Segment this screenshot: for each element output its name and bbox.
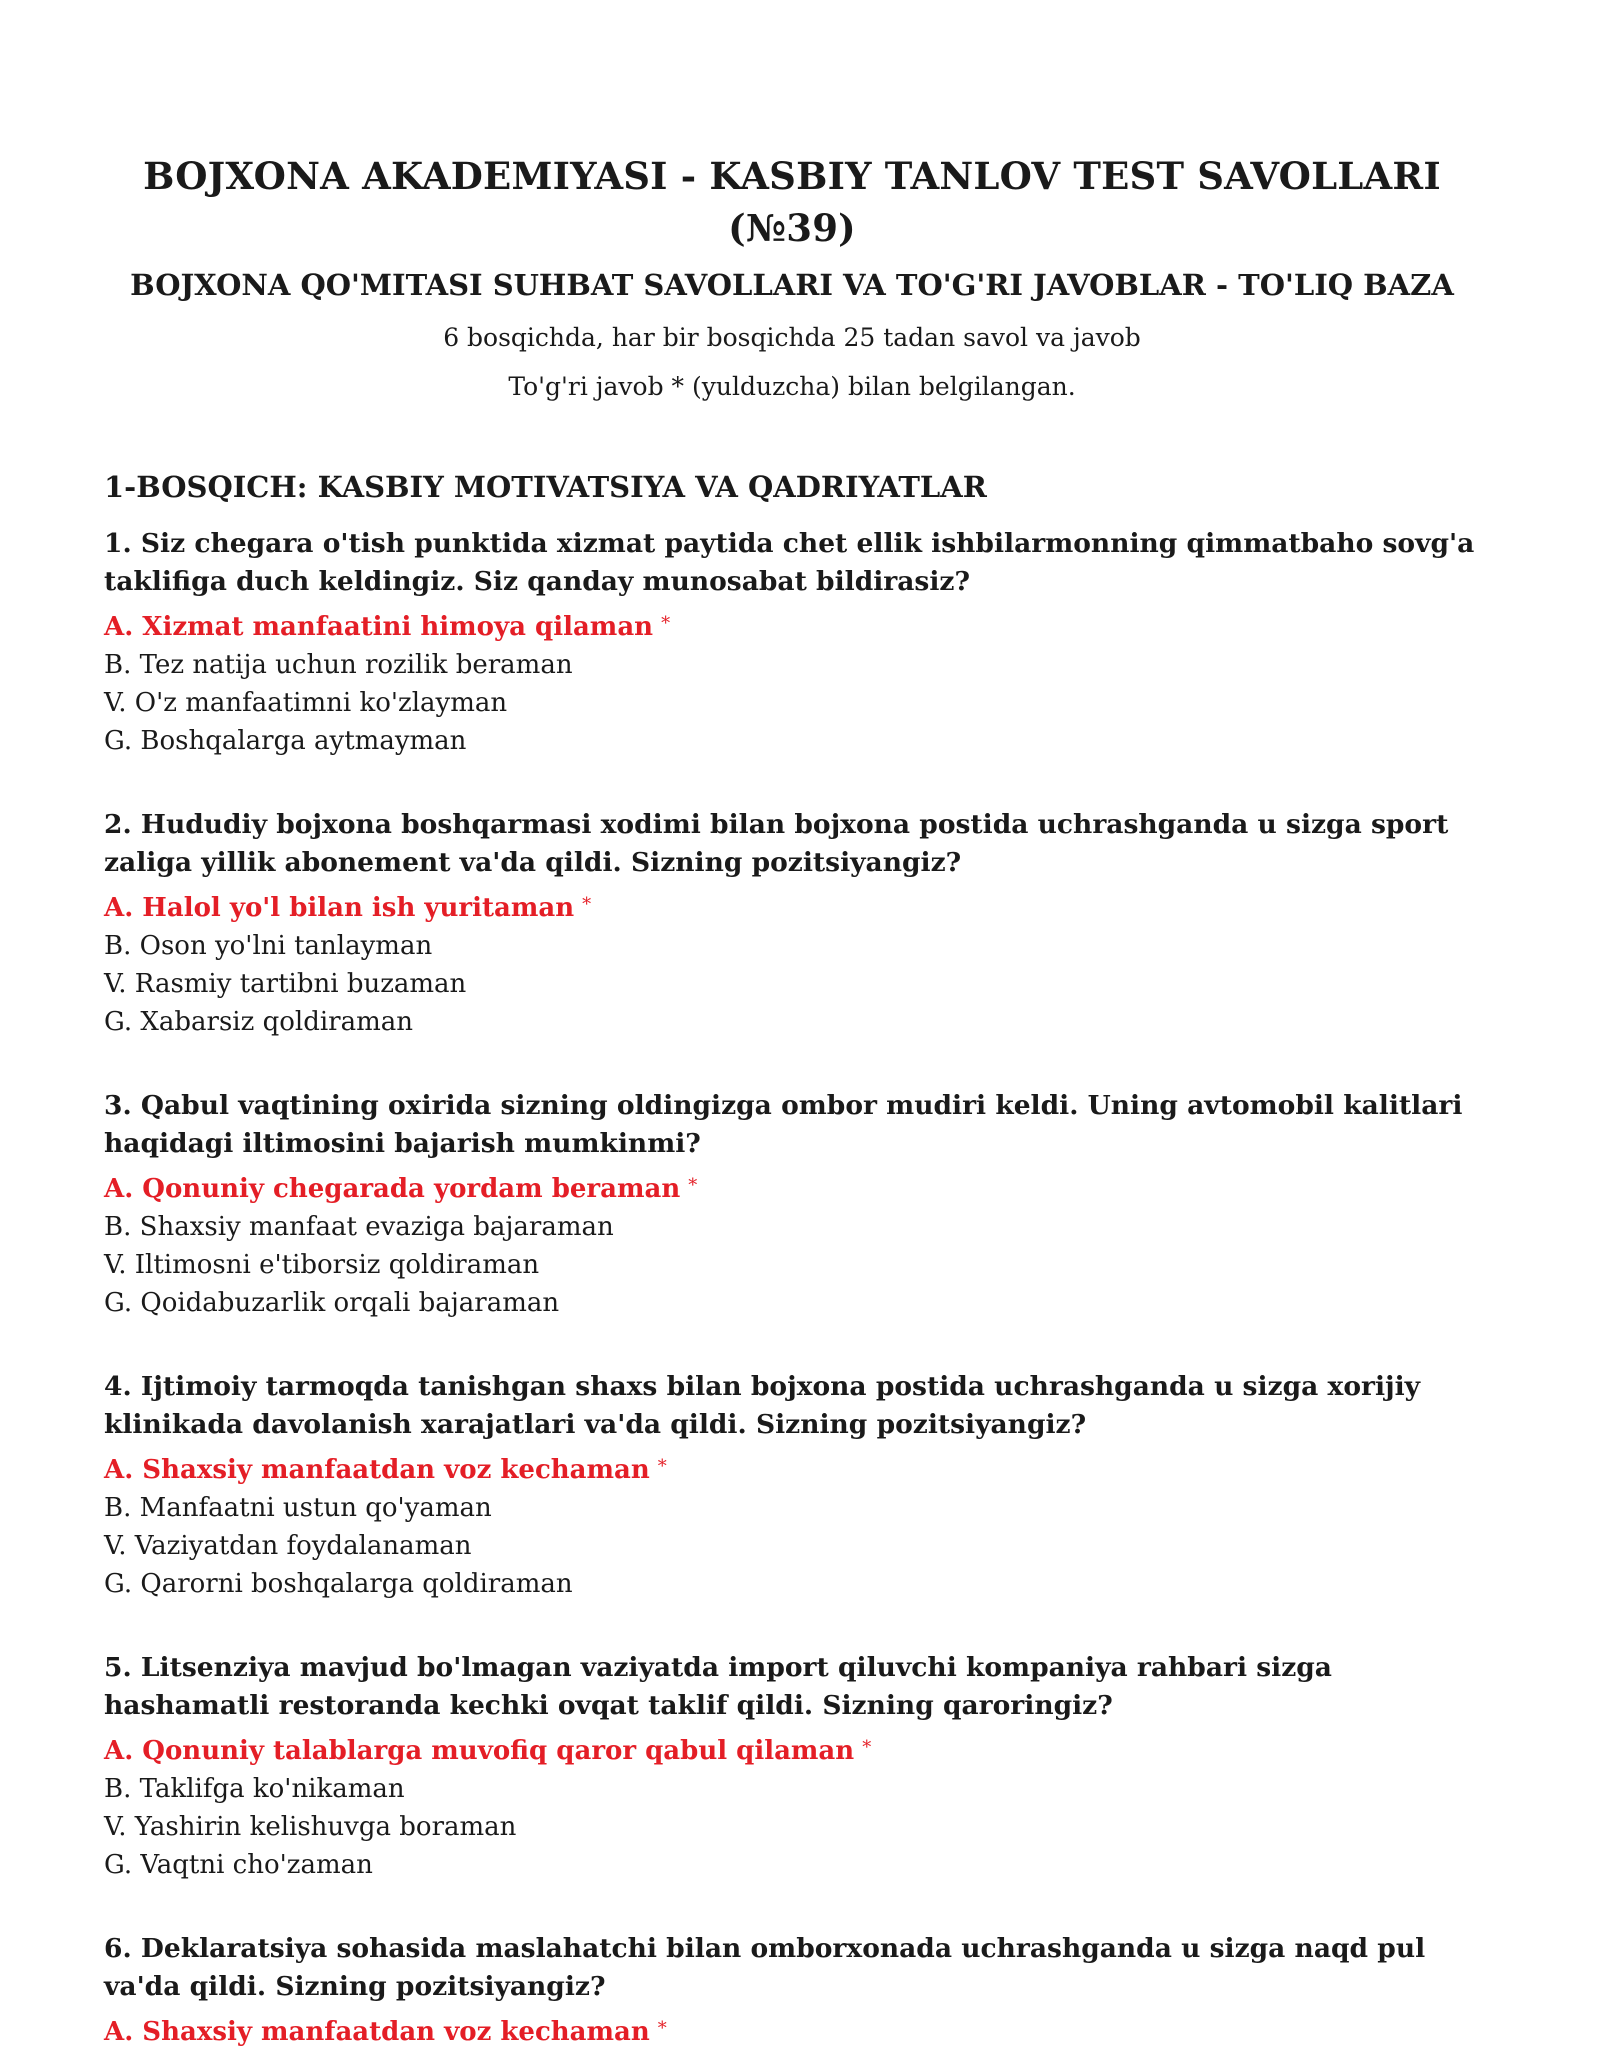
question-body: Hududiy bojxona boshqarmasi xodimi bilan bojxona postida uchrashganda u sizga sport zaliga yillik abonement va'da qildi. Sizning pozitsiyangiz?	[104, 809, 1449, 878]
option-letter: G .	[104, 1569, 140, 1599]
option-letter: B .	[104, 1774, 140, 1804]
option-letter: B .	[104, 931, 140, 961]
question-block	[104, 1649, 1480, 1884]
info-line-stages: 6 bosqichda, har bir bosqichda 25 tadan savol va javob	[443, 323, 1141, 352]
answer-option	[104, 1208, 1480, 1246]
answer-option	[104, 722, 1480, 760]
correct-answer-star-icon: *	[661, 613, 671, 634]
question-body: Siz chegara o'tish punktida xizmat paytida chet ellik ishbilarmonning qimmatbaho sovg'a taklifiga duch keldingiz. Siz qanday munosabat bildirasiz?	[104, 528, 1475, 597]
option-letter: A .	[104, 1736, 142, 1766]
option-text: Rasmiy tartibni buzaman	[134, 969, 467, 999]
question-body: Ijtimoiy tarmoqda tanishgan shaxs bilan bojxona postida uchrashganda u sizga xorijiy klinikada davolanish xarajatlari va'da qildi. Sizning pozitsiyangiz?	[104, 1371, 1421, 1440]
answer-option	[104, 965, 1480, 1003]
answer-option	[104, 1770, 1480, 1808]
answer-option	[104, 1284, 1480, 1322]
option-letter: G .	[104, 1850, 140, 1880]
answer-option	[104, 1808, 1480, 1846]
option-letter: V .	[104, 1812, 135, 1842]
option-text: Shaxsiy manfaatdan voz kechaman	[142, 1455, 650, 1485]
answer-option	[104, 1003, 1480, 1041]
option-letter: B .	[104, 650, 140, 680]
question-body: Litsenziya mavjud bo'lmagan vaziyatda import qiluvchi kompaniya rahbari sizga hashamatli restoranda kechki ovqat taklif qildi. Sizning qaroringiz?	[104, 1652, 1332, 1721]
question-body: Qabul vaqtining oxirida sizning oldingizga ombor mudiri keldi. Uning avtomobil kalitlari haqidagi iltimosini bajarish mumkinmi?	[104, 1090, 1463, 1159]
question-text	[104, 1930, 1480, 2006]
question-number: 2 .	[104, 809, 141, 840]
question-block	[104, 1368, 1480, 1603]
option-letter: V .	[104, 1531, 135, 1561]
question-number: 5 .	[104, 1652, 141, 1683]
option-text: Xabarsiz qoldiraman	[140, 1007, 413, 1037]
option-letter: V .	[104, 969, 135, 999]
question-text	[104, 1649, 1480, 1725]
option-letter: V .	[104, 688, 135, 718]
correct-answer-star-icon: *	[657, 1456, 667, 1477]
question-text	[104, 806, 1480, 882]
correct-answer-star-icon: *	[582, 894, 592, 915]
answer-option	[104, 1246, 1480, 1284]
option-letter: A .	[104, 1455, 142, 1485]
option-text: Oson yo'lni tanlayman	[139, 931, 433, 961]
option-text: Qoidabuzarlik orqali bajaraman	[140, 1288, 560, 1318]
option-text: Qonuniy talablarga muvofiq qaror qabul qilaman	[142, 1736, 855, 1766]
question-number: 6 .	[104, 1933, 141, 1964]
answer-option-correct	[104, 1167, 1480, 1208]
option-letter: A .	[104, 1174, 142, 1204]
option-letter: G .	[104, 1007, 140, 1037]
section-title: 1-BOSQICH: KASBIY MOTIVATSIYA VA QADRIYATLAR	[104, 470, 987, 504]
answer-option	[104, 684, 1480, 722]
option-text: Boshqalarga aytmayman	[140, 726, 467, 756]
option-text: Manfaatni ustun qo'yaman	[139, 1493, 492, 1523]
question-list	[104, 525, 1480, 2051]
correct-answer-star-icon: *	[688, 1175, 698, 1196]
option-letter: B .	[104, 1493, 140, 1523]
answer-option	[104, 1565, 1480, 1603]
option-letter: A .	[104, 893, 142, 923]
option-letter: G .	[104, 726, 140, 756]
answer-option	[104, 1489, 1480, 1527]
document-title: BOJXONA AKADEMIYASI - KASBIY TANLOV TEST SAVOLLARI (№39)	[143, 154, 1441, 250]
question-text	[104, 1087, 1480, 1163]
correct-answer-star-icon: *	[657, 2018, 667, 2039]
answer-option-correct	[104, 2010, 1480, 2051]
option-letter: V .	[104, 1250, 135, 1280]
answer-option-correct	[104, 1729, 1480, 1770]
answer-option	[104, 927, 1480, 965]
question-block	[104, 806, 1480, 1041]
answer-option-correct	[104, 605, 1480, 646]
document-subtitle: BOJXONA QO'MITASI SUHBAT SAVOLLARI VA TO'G'RI JAVOBLAR - TO'LIQ BAZA	[130, 268, 1454, 302]
info-line-legend: To'g'ri javob * (yulduzcha) bilan belgilangan.	[508, 372, 1076, 401]
option-letter: B .	[104, 1212, 140, 1242]
answer-option	[104, 1527, 1480, 1565]
option-text: Taklifga ko'nikaman	[139, 1774, 405, 1804]
option-text: Vaqtni cho'zaman	[140, 1850, 373, 1880]
option-letter: G .	[104, 1288, 140, 1318]
option-letter: A .	[104, 2017, 142, 2047]
answer-option	[104, 646, 1480, 684]
option-text: Halol yo'l bilan ish yuritaman	[142, 893, 575, 923]
option-text: O'z manfaatimni ko'zlayman	[134, 688, 508, 718]
question-text	[104, 1368, 1480, 1444]
answer-option	[104, 1846, 1480, 1884]
question-text	[104, 525, 1480, 601]
question-number: 3 .	[104, 1090, 141, 1121]
question-block	[104, 525, 1480, 760]
question-number: 4 .	[104, 1371, 141, 1402]
answer-option-correct	[104, 886, 1480, 927]
option-text: Tez natija uchun rozilik beraman	[139, 650, 573, 680]
question-number: 1 .	[104, 528, 141, 559]
option-text: Yashirin kelishuvga boraman	[134, 1812, 517, 1842]
option-text: Shaxsiy manfaatdan voz kechaman	[142, 2017, 650, 2047]
option-text: Qarorni boshqalarga qoldiraman	[140, 1569, 573, 1599]
option-text: Shaxsiy manfaat evaziga bajaraman	[139, 1212, 614, 1242]
answer-option-correct	[104, 1448, 1480, 1489]
option-text: Vaziyatdan foydalanaman	[134, 1531, 472, 1561]
question-block	[104, 1930, 1480, 2051]
option-text: Qonuniy chegarada yordam beraman	[142, 1174, 681, 1204]
correct-answer-star-icon: *	[862, 1737, 872, 1758]
option-text: Iltimosni e'tiborsiz qoldiraman	[134, 1250, 540, 1280]
option-text: Xizmat manfaatini himoya qilaman	[142, 612, 654, 642]
question-body: Deklaratsiya sohasida maslahatchi bilan omborxonada uchrashganda u sizga naqd pul va'da qildi. Sizning pozitsiyangiz?	[104, 1933, 1426, 2002]
question-block	[104, 1087, 1480, 1322]
option-letter: A .	[104, 612, 142, 642]
